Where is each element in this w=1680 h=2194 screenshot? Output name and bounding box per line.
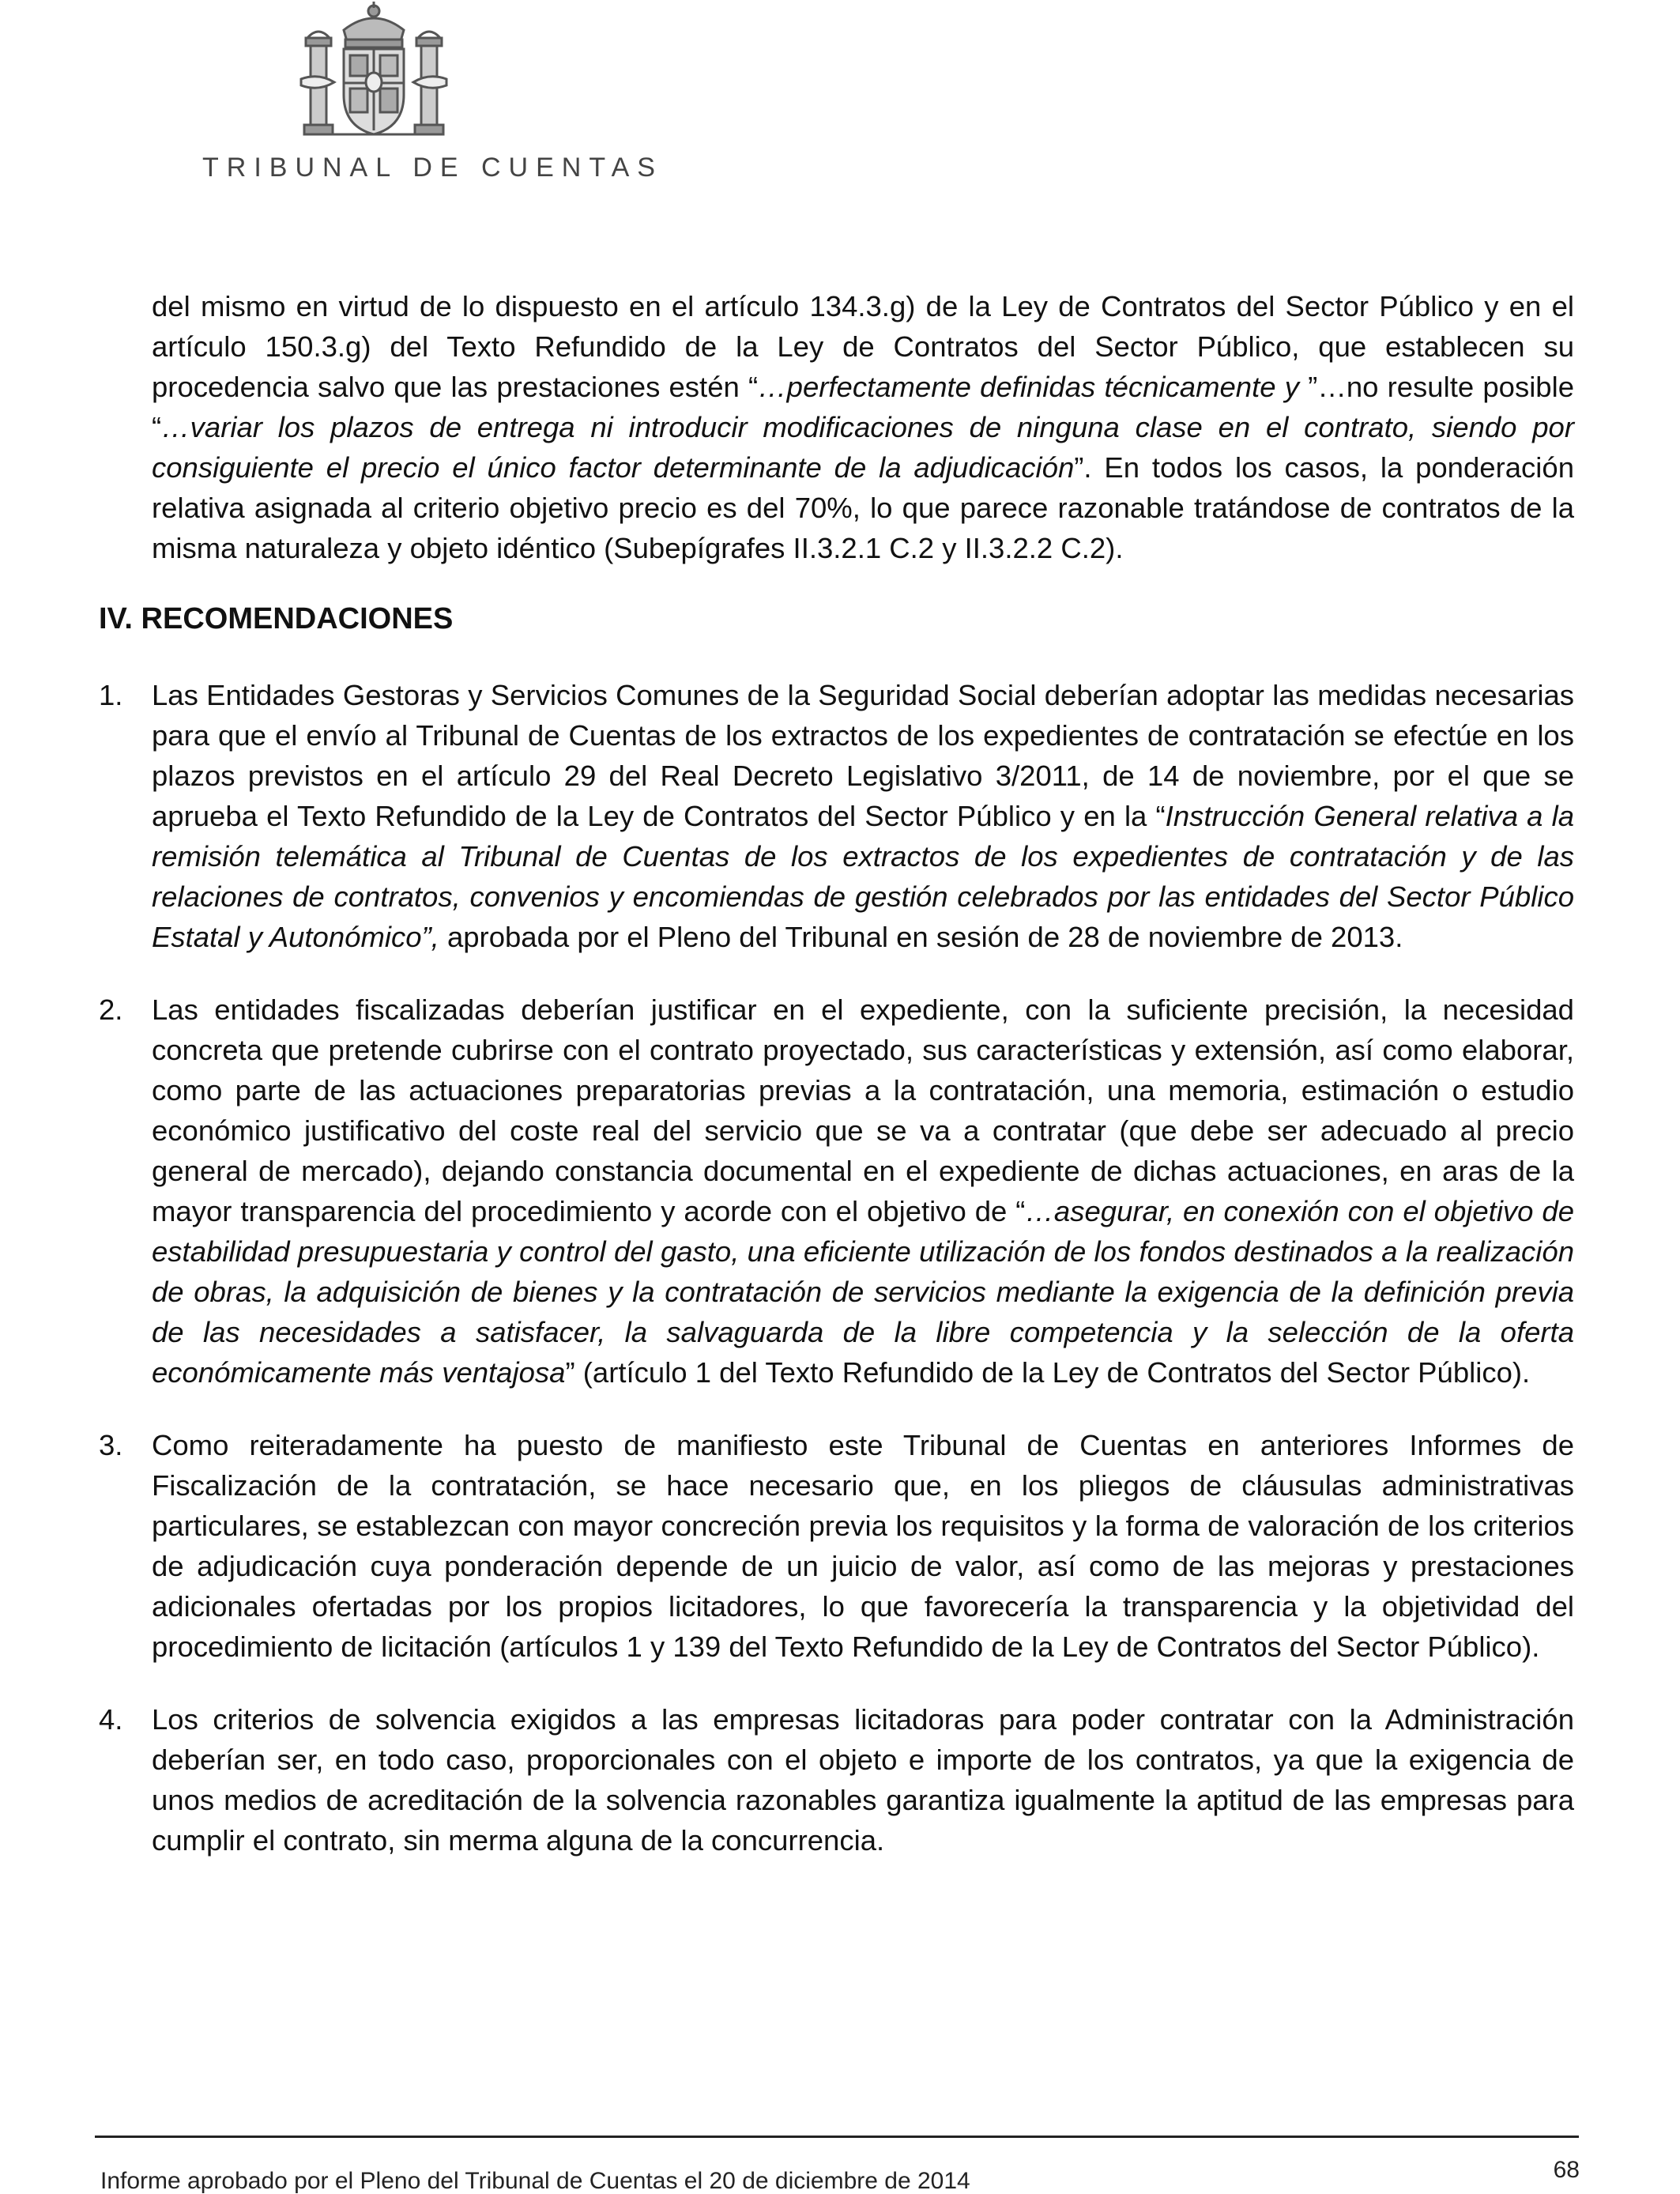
list-item [99, 990, 1574, 1393]
intro-text-2: ”…no resulte posible “ [152, 371, 1575, 443]
item-number: 2. [99, 993, 123, 1026]
item-text-part: ” (artículo 1 del Texto Refundido de la Ley de Contratos del Sector Público). [565, 1356, 1531, 1389]
intro-quote-2: …variar los plazos de entrega ni introducir modificaciones de ninguna clase en el contrato, siendo por consiguiente el precio el único factor determinante de la adjudicación [152, 411, 1574, 484]
item-text-part: Las Entidades Gestoras y Servicios Comunes de la Seguridad Social deberían adoptar las medidas necesarias para que el envío al Tribunal de Cuentas de los extractos de los expedientes de contratación se efectúe en los plazos previstos en el artículo 29 del Real Decreto Legislativo 3/2011, de 14 de noviembre, por el que se aprueba el Texto Refundido de la Ley de Contratos del Sector Público y en la “ [152, 679, 1574, 832]
footer-divider [95, 2136, 1579, 2138]
list-item [99, 1425, 1574, 1667]
item-text-part: Las entidades fiscalizadas deberían justificar en el expediente, con la suficiente precisión, la necesidad concreta que pretende cubrirse con el contrato proyectado, sus características y extensión, así como elaborar, como parte de las actuaciones preparatorias previas a la contratación, una memoria, estimación o estudio económico justificativo del coste real del servicio que se va a contratar (que debe ser adecuado al precio general de mercado), dejando constancia documental en el expediente de dichas actuaciones, en aras de la mayor transparencia del procedimiento y acorde con el objetivo de “ [152, 993, 1574, 1227]
intro-paragraph [152, 286, 1574, 568]
item-quote: Instrucción General relativa a la remisión telemática al Tribunal de Cuentas de los extractos de los expedientes de contratación y de las relaciones de contratos, convenios y encomiendas de gestión celebrados por las entidades del Sector Público Estatal y Autonómico”, [152, 800, 1575, 953]
list-item [99, 1699, 1574, 1860]
coat-of-arms-icon [255, 0, 492, 144]
item-number: 4. [99, 1703, 123, 1736]
item-text-part: aprobada por el Pleno del Tribunal en sesión de 28 de noviembre de 2013. [439, 921, 1403, 953]
org-name: TRIBUNAL DE CUENTAS [202, 153, 663, 183]
item-quote: …asegurar, en conexión con el objetivo de estabilidad presupuestaria y control del gasto, una eficiente utilización de los fondos destinados a la realización de obras, la adquisición de bienes y la contratación de servicios mediante la exigencia de la definición previa de las necesidades a satisfacer, la salvaguarda de la libre competencia y la selección de la oferta económicamente más ventajosa [152, 1195, 1574, 1389]
item-text-part: Los criterios de solvencia exigidos a las empresas licitadoras para poder contratar con la Administración deberían ser, en todo caso, proporcionales con el objeto e importe de los contratos, ya que la exigencia de unos medios de acreditación de la solvencia razonables garantiza igualmente la aptitud de las empresas para cumplir el contrato, sin merma alguna de la concurrencia. [152, 1703, 1574, 1857]
item-text [152, 1425, 1574, 1667]
item-text-part: Como reiteradamente ha puesto de manifiesto este Tribunal de Cuentas en anteriores Informes de Fiscalización de la contratación, se hace necesario que, en los pliegos de cláusulas administrativas particulares, se establezcan con mayor concreción previa los requisitos y la forma de valoración de los criterios de adjudicación cuya ponderación depende de un juicio de valor, así como de las mejoras y prestaciones adicionales ofertadas por los propios licitadores, lo que favorecería la transparencia y la objetividad del procedimiento de licitación (artículos 1 y 139 del Texto Refundido de la Ley de Contratos del Sector Público). [152, 1429, 1574, 1663]
footer-text: Informe aprobado por el Pleno del Tribunal de Cuentas el 20 de diciembre de 2014 [100, 2168, 970, 2194]
header-logo [101, 0, 663, 190]
intro-text-1: del mismo en virtud de lo dispuesto en el artículo 134.3.g) de la Ley de Contratos del Sector Público y en el artículo 150.3.g) del Texto Refundido de la Ley de Contratos del Sector Público, que establecen su procedencia salvo que las prestaciones estén “ [152, 290, 1574, 403]
item-number: 1. [99, 679, 123, 711]
item-number: 3. [99, 1429, 123, 1461]
intro-quote-1: …perfectamente definidas técnicamente y [758, 371, 1299, 403]
item-text [152, 990, 1574, 1393]
section-heading: IV. RECOMENDACIONES [99, 602, 454, 635]
intro-text-3: ”. En todos los casos, la ponderación relativa asignada al criterio objetivo precio es del 70%, lo que parece razonable tratándose de contratos de la misma naturaleza y objeto idéntico (Subepígrafes II.3.2.1 C.2 y II.3.2.2 C.2). [152, 451, 1574, 564]
item-text [152, 1699, 1574, 1860]
item-text [152, 675, 1574, 957]
document-body [99, 286, 1575, 1893]
list-item [99, 675, 1575, 957]
recommendations-list [99, 675, 1575, 1860]
page-number: 68 [1553, 2157, 1580, 2183]
